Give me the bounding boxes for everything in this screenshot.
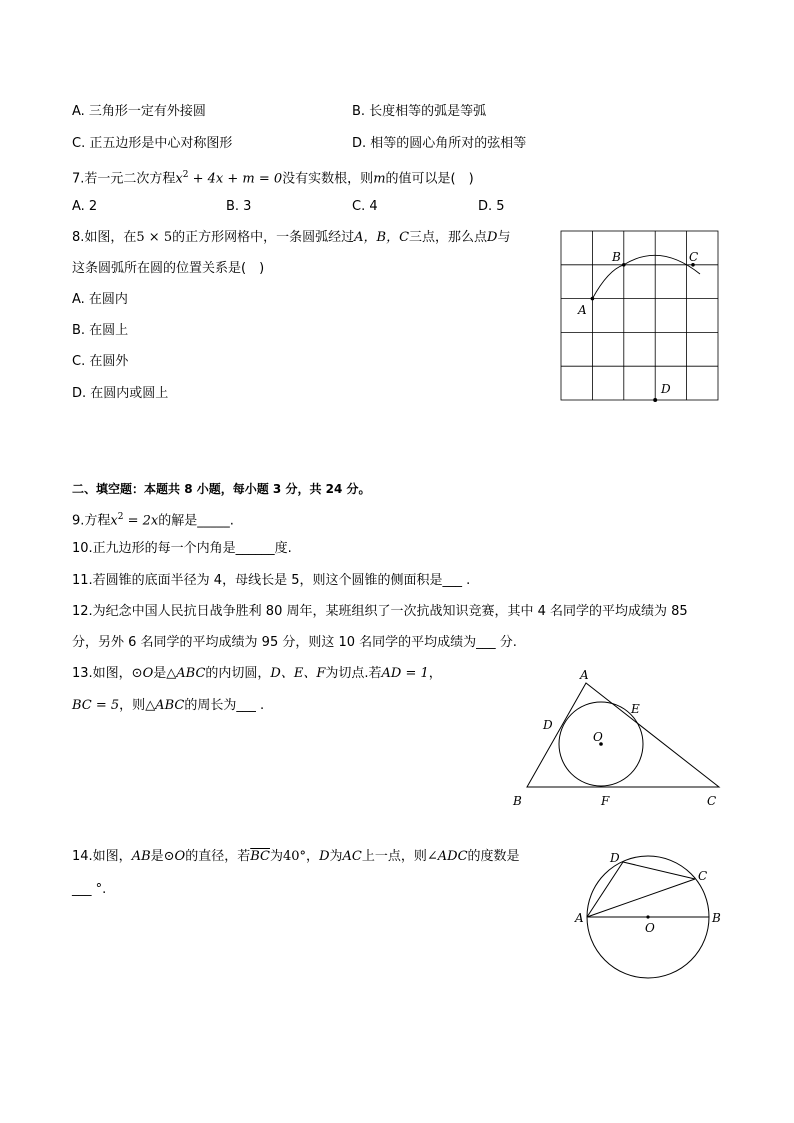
q14-stem-line2: ___ °. [72, 882, 107, 897]
label-c: C [698, 869, 708, 883]
center-o [646, 915, 649, 918]
q6-option-c: C. 正五边形是中心对称图形 [72, 136, 233, 151]
q8-option-c: C. 在圆外 [72, 354, 129, 369]
q12-stem-line1: 12.为纪念中国人民抗日战争胜利 80 周年，某班组织了一次抗战知识竞赛，其中 4 名同学的平均成绩为 85 [72, 604, 688, 619]
q8-stem-line2: 这条圆弧所在圆的位置关系是( ) [72, 261, 265, 276]
q10-stem: 10.正九边形的每一个内角是______度. [72, 541, 292, 556]
q13-stem-line1: 13.如图，⊙O是△ABC的内切圆，D、E、F为切点.若AD = 1， [72, 666, 442, 681]
label-b: B [612, 250, 621, 264]
q7-stem: 7.若一元二次方程$x^2 + 4x + m = 0$没有实数根，则m的值可以是( ) [72, 170, 474, 187]
label-d: D [661, 382, 671, 396]
triangle-abc [527, 683, 719, 787]
q7-option-b: B. 3 [226, 199, 252, 214]
label-c: C [707, 794, 717, 808]
circle-arc [592, 255, 700, 298]
point-d [653, 398, 657, 402]
q13-stem-line2: BC = 5，则△ABC的周长为___ . [72, 698, 265, 713]
chord-ad [587, 862, 623, 917]
q13-triangle-figure [505, 665, 727, 813]
label-d: D [610, 851, 620, 865]
point-b [622, 263, 626, 267]
chord-dc [623, 862, 695, 879]
label-a: A [578, 303, 587, 317]
q14-stem-line1: 14.如图，AB是⊙O的直径，若$\overline{BC}$为40°，D为AC上一点，则∠ADC的度数是 [72, 849, 520, 864]
q8-option-a: A. 在圆内 [72, 292, 128, 307]
q6-option-b: B. 长度相等的弧是等弧 [352, 104, 487, 119]
label-d: D [543, 718, 553, 732]
label-a: A [580, 668, 589, 682]
label-c: C [689, 250, 699, 264]
q7-option-c: C. 4 [352, 199, 378, 214]
q6-option-d: D. 相等的圆心角所对的弦相等 [352, 136, 527, 151]
chord-ac [587, 879, 695, 917]
label-o: O [593, 730, 603, 744]
label-a: A [575, 911, 584, 925]
q8-stem-line1: 8.如图，在5 × 5的正方形网格中，一条圆弧经过A，B，C三点，那么点D与 [72, 230, 511, 245]
q8-grid-figure [560, 230, 720, 405]
label-b: B [513, 794, 522, 808]
q7-option-a: A. 2 [72, 199, 98, 214]
label-f: F [601, 794, 610, 808]
point-a [591, 297, 595, 301]
q14-circle-figure [570, 848, 728, 980]
label-b: B [712, 911, 721, 925]
label-o: O [645, 921, 655, 935]
label-e: E [631, 702, 640, 716]
q11-stem: 11.若圆锥的底面半径为 4，母线长是 5，则这个圆锥的侧面积是___ . [72, 573, 471, 588]
q8-option-d: D. 在圆内或圆上 [72, 386, 169, 401]
q9-stem: 9.方程$x^2 = 2x$的解是_____. [72, 512, 234, 529]
section-2-header: 二、填空题：本题共 8 小题，每小题 3 分，共 24 分。 [72, 482, 371, 496]
q7-option-d: D. 5 [478, 199, 505, 214]
q6-option-a: A. 三角形一定有外接圆 [72, 104, 206, 119]
q8-option-b: B. 在圆上 [72, 323, 129, 338]
q12-stem-line2: 分，另外 6 名同学的平均成绩为 95 分，则这 10 名同学的平均成绩为___ 分. [72, 635, 517, 650]
